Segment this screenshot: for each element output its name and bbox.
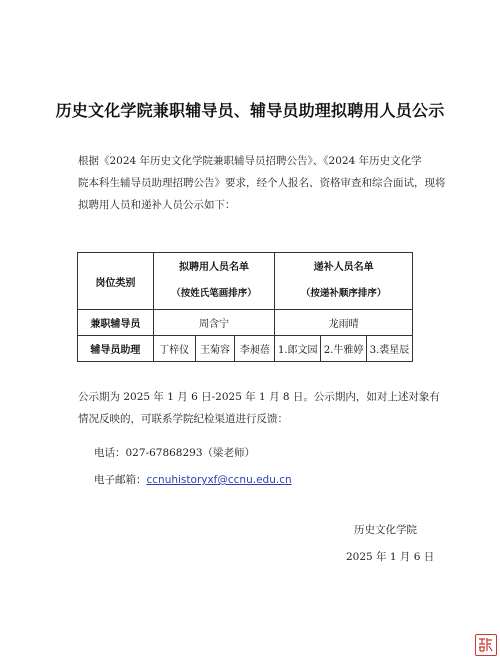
contact-email-line [94,472,292,487]
row-category: 兼职辅导员 [78,310,154,336]
notice-line-2: 情况反映的，可联系学院纪检渠道进行反馈： [78,413,288,425]
header-hired-title: 拟聘用人员名单 [179,262,250,273]
alternate-name: 2.牛雅婷 [321,336,367,362]
intro-line-1: 根据《2024 年历史文化学院兼职辅导员招聘公告》、《2024 年历史文化学 [78,155,422,167]
row-category: 辅导员助理 [78,336,154,362]
notice-line-1: 公示期为 2025 年 1 月 6 日-2025 年 1 月 8 日。公示期内，如对上述对象有 [78,391,440,403]
hired-name: 王菊容 [195,336,235,362]
contact-email-link[interactable]: ccnuhistoryxf@ccnu.edu.cn [146,474,292,486]
intro-paragraph [78,150,446,216]
signature-date: 2025 年 1 月 6 日 [346,551,435,563]
table-row [78,310,413,336]
roster-table [77,252,413,362]
hired-name: 李昶蓓 [235,336,275,362]
page-title: 历史文化学院兼职辅导员、辅导员助理拟聘用人员公示 [55,101,445,120]
header-category: 岗位类别 [78,253,154,310]
hired-name: 周含宁 [153,310,275,336]
contact-email-label: 电子邮箱： [94,474,147,486]
alternate-name: 1.郎文园 [275,336,321,362]
header-hired-subtitle: （按姓氏笔画排序） [171,288,257,299]
header-alternates-title: 递补人员名单 [313,262,374,273]
signature-organization: 历史文化学院 [354,524,417,536]
hired-name: 丁梓仪 [153,336,195,362]
intro-line-3: 拟聘用人员和递补人员公示如下： [78,199,236,211]
alternate-name: 3.裘星辰 [367,336,413,362]
contact-phone: 电话：027-67868293（梁老师） [94,447,256,459]
table-row [78,336,413,362]
header-hired [153,253,275,310]
seal-stamp-graphic [476,635,495,654]
header-alternates [275,253,413,310]
table-header-row [78,253,413,310]
intro-line-2: 院本科生辅导员助理招聘公告》要求，经个人报名、资格审查和综合面试，现将 [78,177,446,189]
seal-stamp-icon [475,634,497,656]
alternate-name: 龙雨晴 [275,310,413,336]
header-alternates-subtitle: （按递补顺序排序） [300,288,387,299]
notice-paragraph [78,386,440,430]
